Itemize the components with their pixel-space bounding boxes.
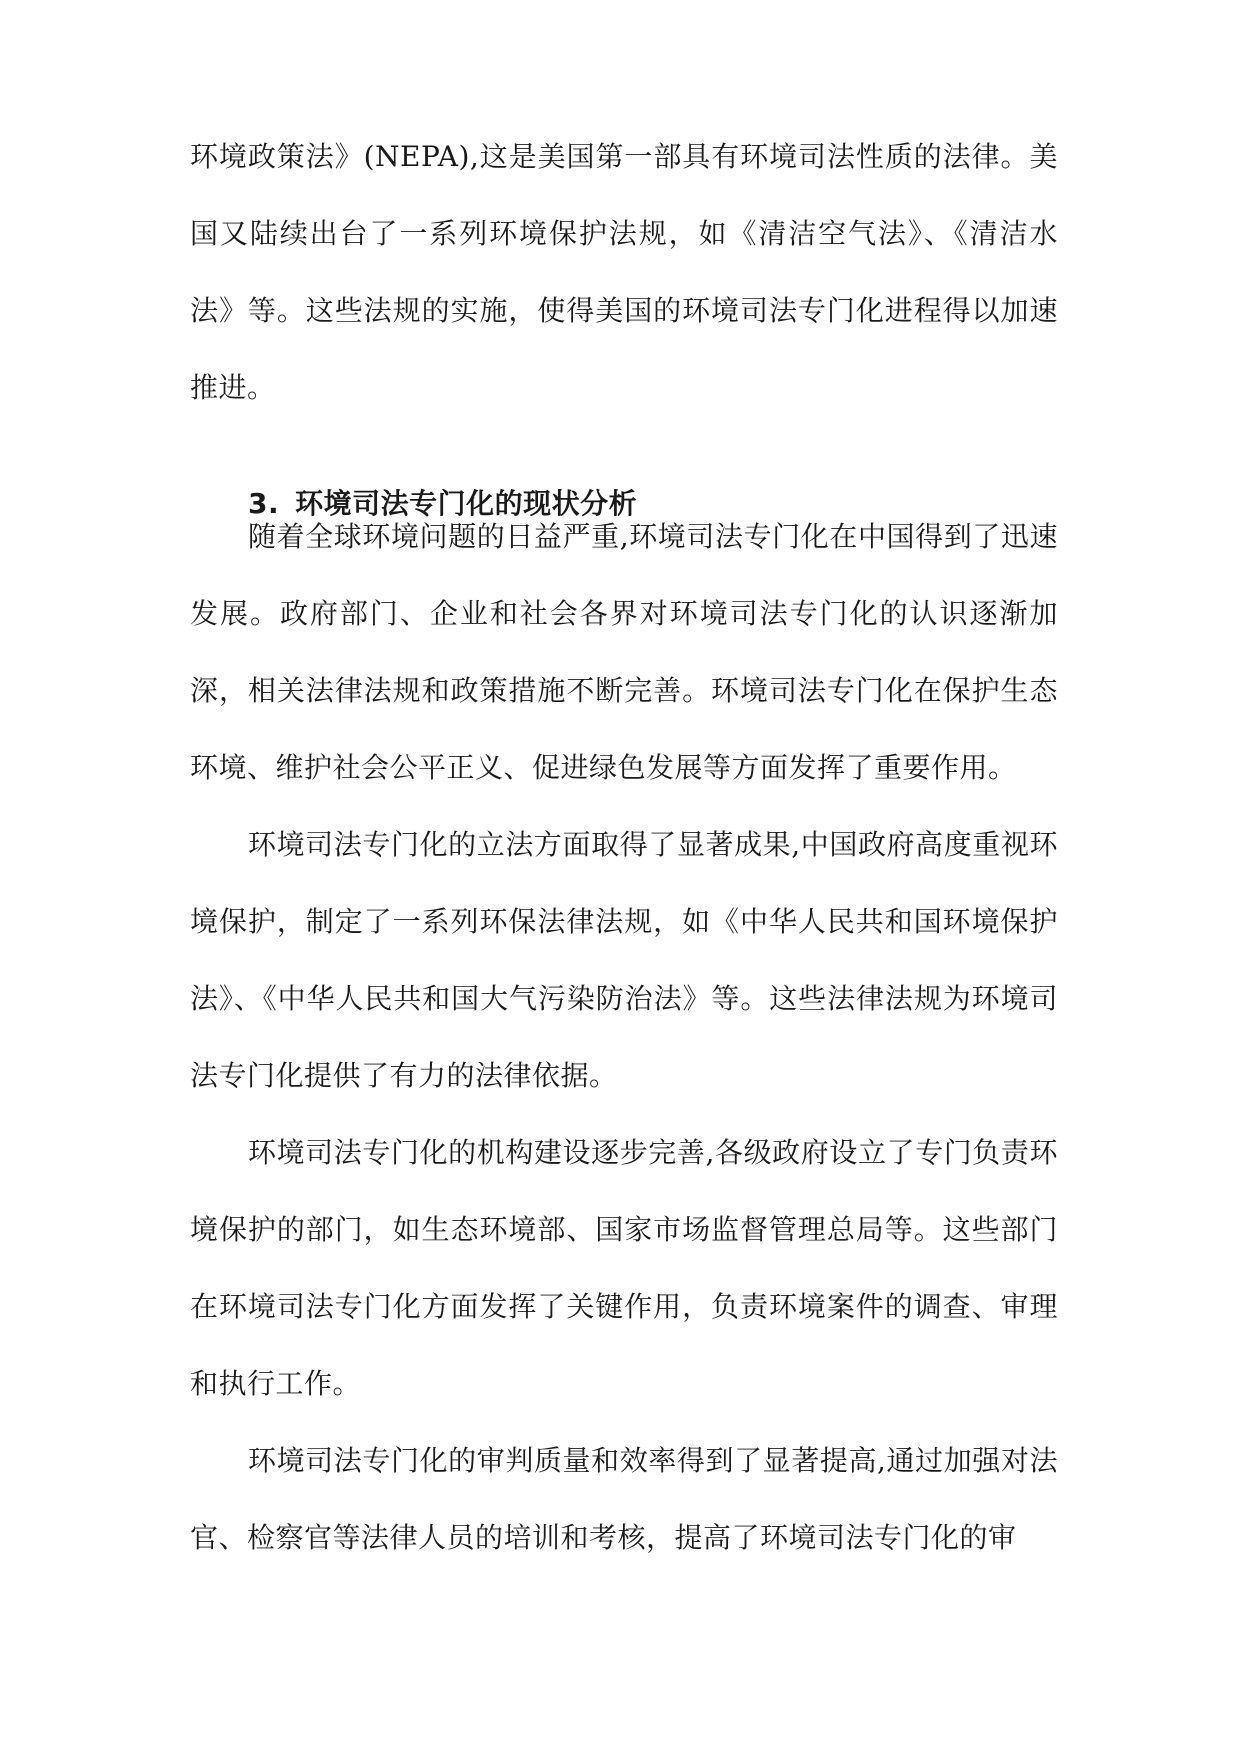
section-number: 3. xyxy=(248,487,280,520)
paragraph-trial-quality: 环境司法专门化的审判质量和效率得到了显著提高,通过加强对法官、检察官等法律人员的培训和考核，提高了环境司法专门化的审 xyxy=(190,1444,1058,1554)
paragraph-institutions: 环境司法专门化的机构建设逐步完善,各级政府设立了专门负责环境保护的部门，如生态环境部、国家市场监督管理总局等。这些部门在环境司法专门化方面发挥了关键作用，负责环境案件的调查、审理和执行工作。 xyxy=(190,1136,1058,1400)
paragraph-development: 随着全球环境问题的日益严重,环境司法专门化在中国得到了迅速发展。政府部门、企业和社会各界对环境司法专门化的认识逐渐加深，相关法律法规和政策措施不断完善。环境司法专门化在保护生态环境、维护社会公平正义、促进绿色发展等方面发挥了重要作用。 xyxy=(190,520,1058,784)
paragraph-legislation: 环境司法专门化的立法方面取得了显著成果,中国政府高度重视环境保护，制定了一系列环保法律法规，如《中华人民共和国环境保护法》、《中华人民共和国大气污染防治法》等。这些法律法规为环境司法专门化提供了有力的法律依据。 xyxy=(190,828,1058,1092)
section-title: 环境司法专门化的现状分析 xyxy=(295,487,638,520)
paragraph-nepa-continuation: 环境政策法》(NEPA),这是美国第一部具有环境司法性质的法律。美国又陆续出台了一系列环境保护法规，如《清洁空气法》、《清洁水法》等。这些法规的实施，使得美国的环境司法专门化进程得以加速推进。 xyxy=(190,140,1058,404)
